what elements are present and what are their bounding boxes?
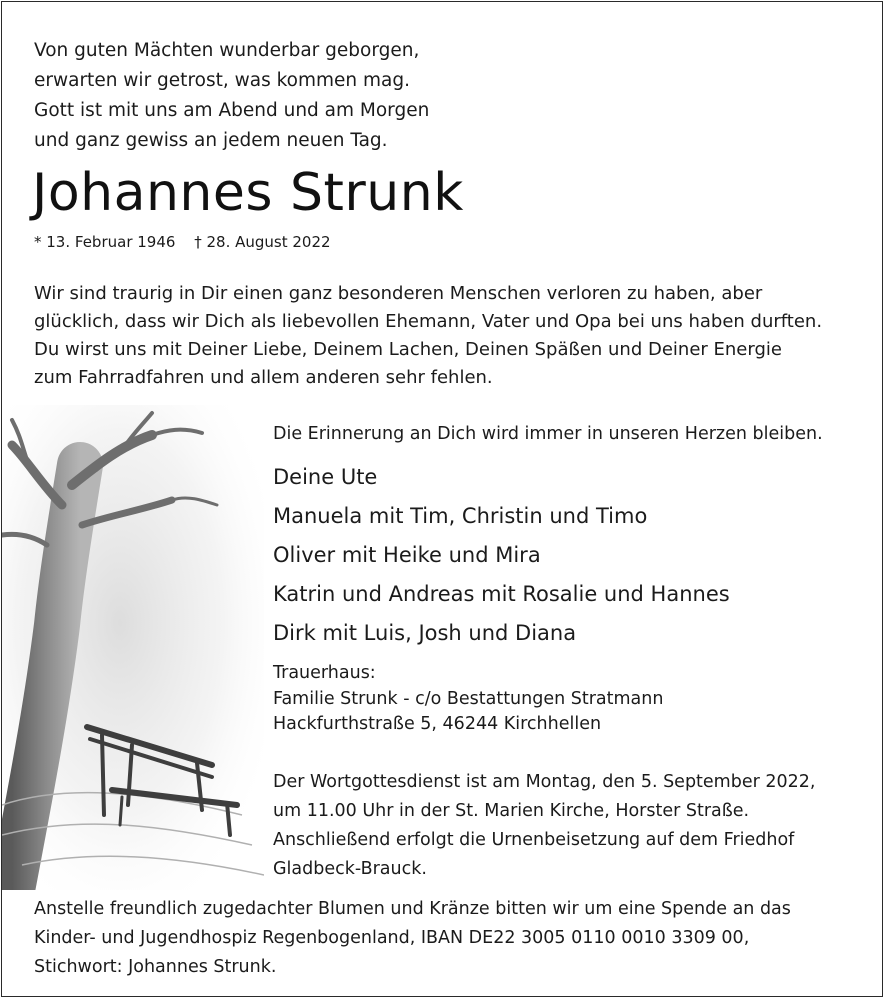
donation-info [34,895,791,982]
family-list [273,458,730,653]
donation-line: Stichwort: Johannes Strunk. [34,957,277,977]
life-dates [34,232,345,252]
poem-line: Gott ist mit uns am Abend und am Morgen [34,100,430,121]
poem-line: und ganz gewiss an jedem neuen Tag. [34,130,388,151]
family-member: Manuela mit Tim, Christin und Timo [273,504,648,528]
mourning-line: Du wirst uns mit Deiner Liebe, Deinem Lachen, Deinen Späßen und Deiner Energie [34,339,782,360]
poem-line: erwarten wir getrost, was kommen mag. [34,70,410,91]
poem [34,36,429,156]
family-member: Katrin und Andreas mit Rosalie und Hannes [273,582,730,606]
deceased-name: Johannes Strunk [32,163,464,223]
mourning-line: Wir sind traurig in Dir einen ganz besonderen Menschen verloren zu haben, aber [34,283,763,304]
donation-line: Kinder- und Jugendhospiz Regenbogenland, IBAN DE22 3005 0110 0010 3309 00, [34,928,750,948]
service-info [273,768,815,884]
mourning-line: glücklich, dass wir Dich als liebevollen Ehemann, Vater und Opa bei uns haben durften. [34,311,823,332]
donation-line: Anstelle freundlich zugedachter Blumen und Kränze bitten wir um eine Spende an das [34,899,791,919]
mourning-house-address: Hackfurthstraße 5, 46244 Kirchhellen [273,714,602,734]
mourning-house-label: Trauerhaus: [273,663,376,683]
family-member: Oliver mit Heike und Mira [273,543,541,567]
service-line: Anschließend erfolgt die Urnenbeisetzung auf dem Friedhof [273,830,795,850]
family-member: Deine Ute [273,465,378,489]
mourning-house-address: Familie Strunk - c/o Bestattungen Stratmann [273,688,664,709]
mourning-house [273,661,663,738]
service-line: um 11.00 Uhr in der St. Marien Kirche, Horster Straße. [273,801,750,821]
family-member: Dirk mit Luis, Josh und Diana [273,621,577,645]
poem-line: Von guten Mächten wunderbar geborgen, [34,40,420,61]
mourning-line: zum Fahrradfahren und allem anderen sehr fehlen. [34,367,493,388]
birth-date: * 13. Februar 1946 [34,233,176,251]
service-line: Der Wortgottesdienst ist am Montag, den 5. September 2022, [273,772,816,792]
service-line: Gladbeck-Brauck. [273,859,427,879]
tree-bench-illustration [2,405,264,890]
memory-line: Die Erinnerung an Dich wird immer in unseren Herzen bleiben. [273,424,823,444]
death-date: † 28. August 2022 [194,233,331,251]
mourning-text [34,280,822,392]
